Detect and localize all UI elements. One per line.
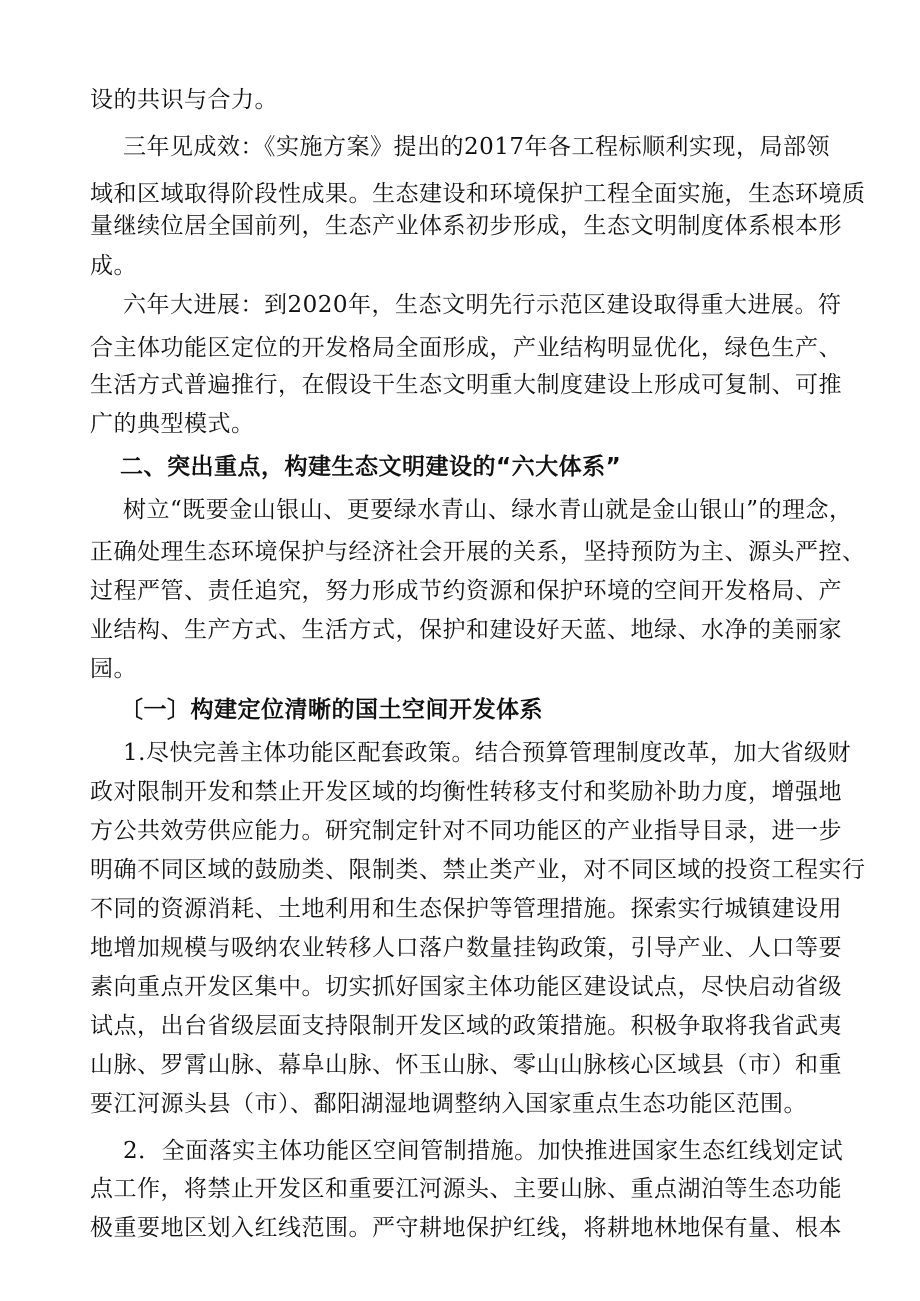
- text-line: 极重要地区划入红线范围。严守耕地保护红线，将耕地林地保有量、根本: [90, 1215, 842, 1241]
- text-line: 过程严管、责任追究，努力形成节约资源和保护环境的空间开发格局、产: [90, 578, 842, 604]
- text-line: 地增加规模与吸纳农业转移人口落户数量挂钩政策，引导产业、人口等要: [90, 935, 842, 961]
- text-line: 三年见成效：《实施方案》提出的2017年各工程标顺利实现，局部领: [123, 134, 831, 160]
- text-line: 点工作，将禁止开发区和重要江河源头、主要山脉、重点湖泊等生态功能: [90, 1176, 842, 1202]
- subsection-heading: 〔一〕构建定位清晰的国土空间开发体系: [120, 697, 543, 723]
- text-line: 素向重点开发区集中。切实抓好国家主体功能区建设试点，尽快启动省级: [90, 974, 842, 1000]
- text-line: 合主体功能区定位的开发格局全面形成，产业结构明显优化，绿色生产、: [90, 335, 842, 361]
- text-line: 正确处理生态环境保护与经济社会开展的关系，坚持预防为主、源头严控、: [90, 539, 866, 565]
- text-line: 生活方式普遍推行，在假设干生态文明重大制度建设上形成可复制、可推: [90, 372, 842, 398]
- text-line: 成。: [90, 253, 137, 279]
- text-line: 山脉、罗霄山脉、幕阜山脉、怀玉山脉、零山山脉核心区域县（市）和重: [90, 1052, 842, 1078]
- text-line: 方公共效劳供应能力。研究制定针对不同功能区的产业指导目录，进一步: [90, 818, 842, 844]
- text-line: 业结构、生产方式、生活方式，保护和建设好天蓝、地绿、水净的美丽家: [90, 617, 842, 643]
- text-line: 试点，出台省级层面支持限制开发区域的政策措施。积极争取将我省武夷: [90, 1013, 842, 1039]
- text-line: 1.尽快完善主体功能区配套政策。结合预算管理制度改革，加大省级财: [123, 740, 851, 766]
- text-line: 明确不同区域的鼓励类、限制类、禁止类产业，对不同区域的投资工程实行: [90, 857, 866, 883]
- text-line: 树立“既要金山银山、更要绿水青山、绿水青山就是金山银山”的理念，: [123, 497, 853, 523]
- text-line: 量继续位居全国前列，生态产业体系初步形成，生态文明制度体系根本形: [90, 213, 842, 239]
- text-line: 设的共识与合力。: [90, 87, 278, 113]
- text-line: 广的典型模式。: [90, 411, 255, 437]
- text-line: 2．全面落实主体功能区空间管制措施。加快推进国家生态红线划定试: [123, 1138, 844, 1164]
- text-line: 要江河源头县（市）、鄱阳湖湿地调整纳入国家重点生态功能区范围。: [90, 1091, 807, 1117]
- text-line: 政对限制开发和禁止开发区域的均衡性转移支付和奖励补助力度，增强地: [90, 779, 842, 805]
- section-heading: 二、突出重点，构建生态文明建设的“六大体系”: [120, 454, 622, 480]
- text-line: 园。: [90, 656, 137, 682]
- text-line: 域和区域取得阶段性成果。生态建设和环境保护工程全面实施，生态环境质: [90, 181, 866, 207]
- text-line: 六年大进展：到2020年，生态文明先行示范区建设取得重大进展。符: [123, 292, 842, 318]
- text-line: 不同的资源消耗、土地利用和生态保护等管理措施。探索实行城镇建设用: [90, 896, 842, 922]
